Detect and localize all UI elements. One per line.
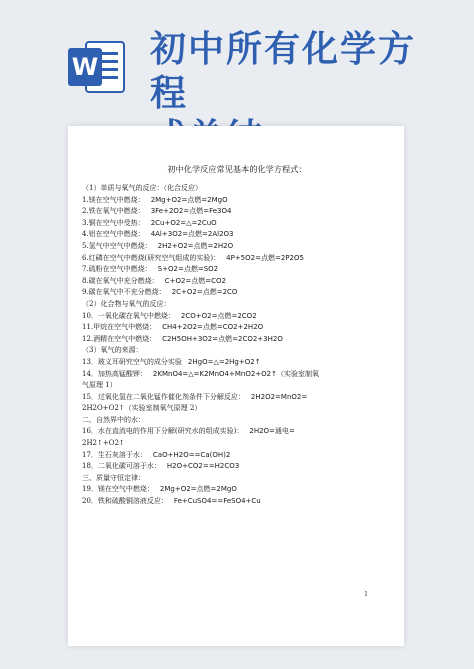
line-equation: 2H2O=通电=: [249, 427, 295, 436]
document-line: [82, 195, 392, 207]
document-line: [82, 287, 392, 299]
line-text: 气原理 1）: [82, 381, 117, 390]
document-line: [82, 253, 392, 265]
line-equation: C+O2=点燃=CO2: [164, 276, 226, 285]
line-equation: H2O+CO2==H2CO3: [166, 462, 240, 471]
line-text: 二、自然界中的水：: [82, 415, 145, 424]
document-line: [82, 218, 392, 230]
line-text: 4.铝在空气中燃烧：: [82, 230, 145, 239]
document-line: [82, 438, 392, 450]
document-line: [82, 484, 392, 496]
line-text: 20．铁和硫酸铜溶液反应：: [82, 497, 168, 506]
line-text: 5.氢气中空气中燃烧：: [82, 241, 152, 250]
line-equation: 2H2+O2=点燃=2H2O: [157, 241, 234, 250]
document-line: [82, 241, 392, 253]
document-line: [82, 334, 392, 346]
document-line: [82, 496, 392, 508]
page-number: 1: [364, 591, 368, 598]
line-text: 7.硫粉在空气中燃烧：: [82, 265, 152, 274]
line-text: 三、质量守恒定律：: [82, 473, 145, 482]
line-text: （1）单质与氧气的反应：（化合反应）: [82, 184, 202, 192]
line-equation: CaO+H2O==Ca(OH)2: [152, 450, 231, 459]
document-line: [82, 322, 392, 334]
line-equation: 2Mg+O2=点燃=2MgO: [150, 195, 228, 204]
line-text: 3.铜在空气中受热：: [82, 218, 145, 227]
line-text: 1.镁在空气中燃烧：: [82, 195, 145, 204]
line-text: 15．过氧化氢在二氧化锰作催化剂条件下分解反应：: [82, 392, 245, 401]
document-line: [82, 473, 392, 485]
line-text: 2.铁在氧气中燃烧：: [82, 207, 145, 216]
word-logo-letter: W: [71, 53, 99, 81]
document-page: [68, 126, 404, 646]
line-text: 8.碳在氧气中充分燃烧：: [82, 276, 159, 285]
banner-title-line-1: 初中所有化学方程: [150, 29, 417, 114]
line-text: 13．玻义耳研究空气的成分实验: [82, 357, 182, 366]
line-text: 14．加热高锰酸钾：: [82, 369, 147, 378]
line-equation: 2C+O2=点燃=2CO: [171, 288, 238, 297]
line-equation: 2KMnO4=△=K2MnO4+MnO2+O2↑（实验室制氧: [152, 369, 320, 378]
document-line: [82, 403, 392, 415]
document-line: [82, 461, 392, 473]
document-line: [82, 415, 392, 427]
line-text: 17．生石灰溶于水：: [82, 450, 147, 459]
word-document-icon: [64, 34, 128, 98]
line-equation: 4Al+3O2=点燃=2Al2O3: [150, 230, 234, 239]
line-equation: CH4+2O2=点燃=CO2+2H2O: [162, 323, 264, 332]
line-text: 6.红磷在空气中燃烧(研究空气组成的实验)：: [82, 253, 221, 262]
line-text: 9.碳在氧气中不充分燃烧：: [82, 288, 166, 297]
line-equation: 2CO+O2=点燃=2CO2: [180, 311, 257, 320]
line-text: （3）氧气的来源：: [82, 346, 143, 355]
document-line: [82, 369, 392, 381]
line-text: （2）化合物与氧气的反应：: [82, 299, 171, 308]
document-line: [82, 229, 392, 241]
document-line: [82, 357, 392, 369]
line-text: 12.酒精在空气中燃烧：: [82, 334, 157, 343]
document-line: [82, 183, 392, 195]
document-line: [82, 276, 392, 288]
line-text: 19．镁在空气中燃烧：: [82, 485, 154, 494]
line-equation: Fe+CuSO4==FeSO4+Cu: [173, 497, 261, 506]
line-equation: 2Mg+O2=点燃=2MgO: [159, 485, 237, 494]
line-text: 2H2↑+O2↑: [82, 439, 125, 448]
equation-list: [82, 183, 392, 508]
line-text: 2H2O+O2↑（实验室制氧气原理 2）: [82, 404, 202, 413]
line-equation: 3Fe+2O2=点燃=Fe3O4: [150, 207, 232, 216]
line-equation: 4P+5O2=点燃=2P2O5: [226, 253, 304, 262]
document-title: 初中化学反应常见基本的化学方程式：: [167, 164, 307, 174]
line-equation: 2H2O2=MnO2=: [250, 392, 308, 401]
line-equation: 2Cu+O2=△=2CuO: [150, 218, 217, 227]
document-line: [82, 380, 392, 392]
banner: [0, 0, 474, 120]
line-text: 11.甲烷在空气中燃烧：: [82, 323, 157, 332]
document-line: [82, 450, 392, 462]
document-body: [82, 136, 392, 508]
line-text: 16．水在直流电的作用下分解(研究水的组成实验)：: [82, 427, 244, 436]
document-line: [82, 392, 392, 404]
line-text: 10．一氧化碳在氧气中燃烧：: [82, 311, 175, 320]
document-line: [82, 426, 392, 438]
document-line: [82, 345, 392, 357]
line-text: 18．二氧化碳可溶于水：: [82, 462, 161, 471]
line-equation: S+O2=点燃=SO2: [157, 265, 219, 274]
line-equation: C2H5OH+3O2=点燃=2CO2+3H2O: [162, 334, 283, 343]
document-line: [82, 206, 392, 218]
document-line: [82, 311, 392, 323]
line-equation: 2HgO=△=2Hg+O2↑: [187, 357, 261, 366]
document-line: [82, 264, 392, 276]
document-line: [82, 299, 392, 311]
